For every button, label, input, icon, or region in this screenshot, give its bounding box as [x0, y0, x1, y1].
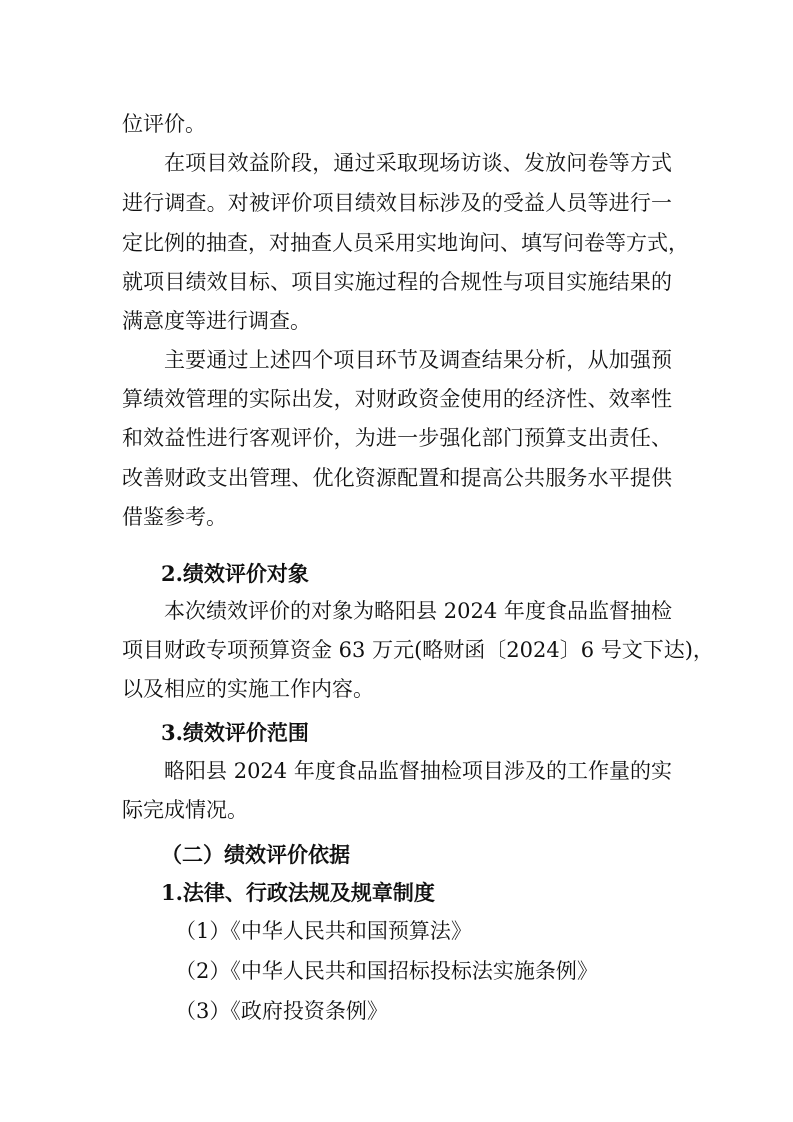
law-item: （2）《中华人民共和国招标投标法实施条例》 [175, 959, 598, 983]
heading-evaluation-basis: （二）绩效评价依据 [161, 842, 350, 867]
paragraph-line: 满意度等进行调查。 [122, 309, 311, 333]
law-item: （3）《政府投资条例》 [175, 999, 388, 1023]
paragraph-line: 略阳县 2024 年度食品监督抽检项目涉及的工作量的实 [164, 759, 672, 783]
law-item: （1）《中华人民共和国预算法》 [175, 919, 472, 943]
paragraph-line: 以及相应的实施工作内容。 [122, 677, 374, 701]
paragraph-line: 主要通过上述四个项目环节及调查结果分析，从加强预 [164, 348, 672, 372]
paragraph-line: 位评价。 [122, 112, 206, 136]
paragraph-line: 定比例的抽查，对抽查人员采用实地询问、填写问卷等方式， [122, 231, 689, 255]
paragraph-line: 和效益性进行客观评价，为进一步强化部门预算支出责任、 [122, 426, 672, 450]
paragraph-line: 就项目绩效目标、项目实施过程的合规性与项目实施结果的 [122, 270, 672, 294]
paragraph-line: 在项目效益阶段，通过采取现场访谈、发放问卷等方式 [164, 151, 672, 175]
paragraph-line: 际完成情况。 [122, 798, 248, 822]
heading-laws-regulations: 1.法律、行政法规及规章制度 [161, 880, 435, 905]
paragraph-line: 进行调查。对被评价项目绩效目标涉及的受益人员等进行一 [122, 191, 672, 215]
heading-evaluation-scope: 3.绩效评价范围 [161, 720, 309, 745]
heading-evaluation-object: 2.绩效评价对象 [161, 561, 309, 586]
paragraph-line: 本次绩效评价的对象为略阳县 2024 年度食品监督抽检 [164, 599, 672, 623]
paragraph-line: 项目财政专项预算资金 63 万元(略财函〔2024〕6 号文下达)， [122, 638, 714, 662]
paragraph-line: 改善财政支出管理、优化资源配置和提高公共服务水平提供 [122, 466, 672, 490]
paragraph-line: 借鉴参考。 [122, 505, 227, 529]
paragraph-line: 算绩效管理的实际出发，对财政资金使用的经济性、效率性 [122, 387, 672, 411]
